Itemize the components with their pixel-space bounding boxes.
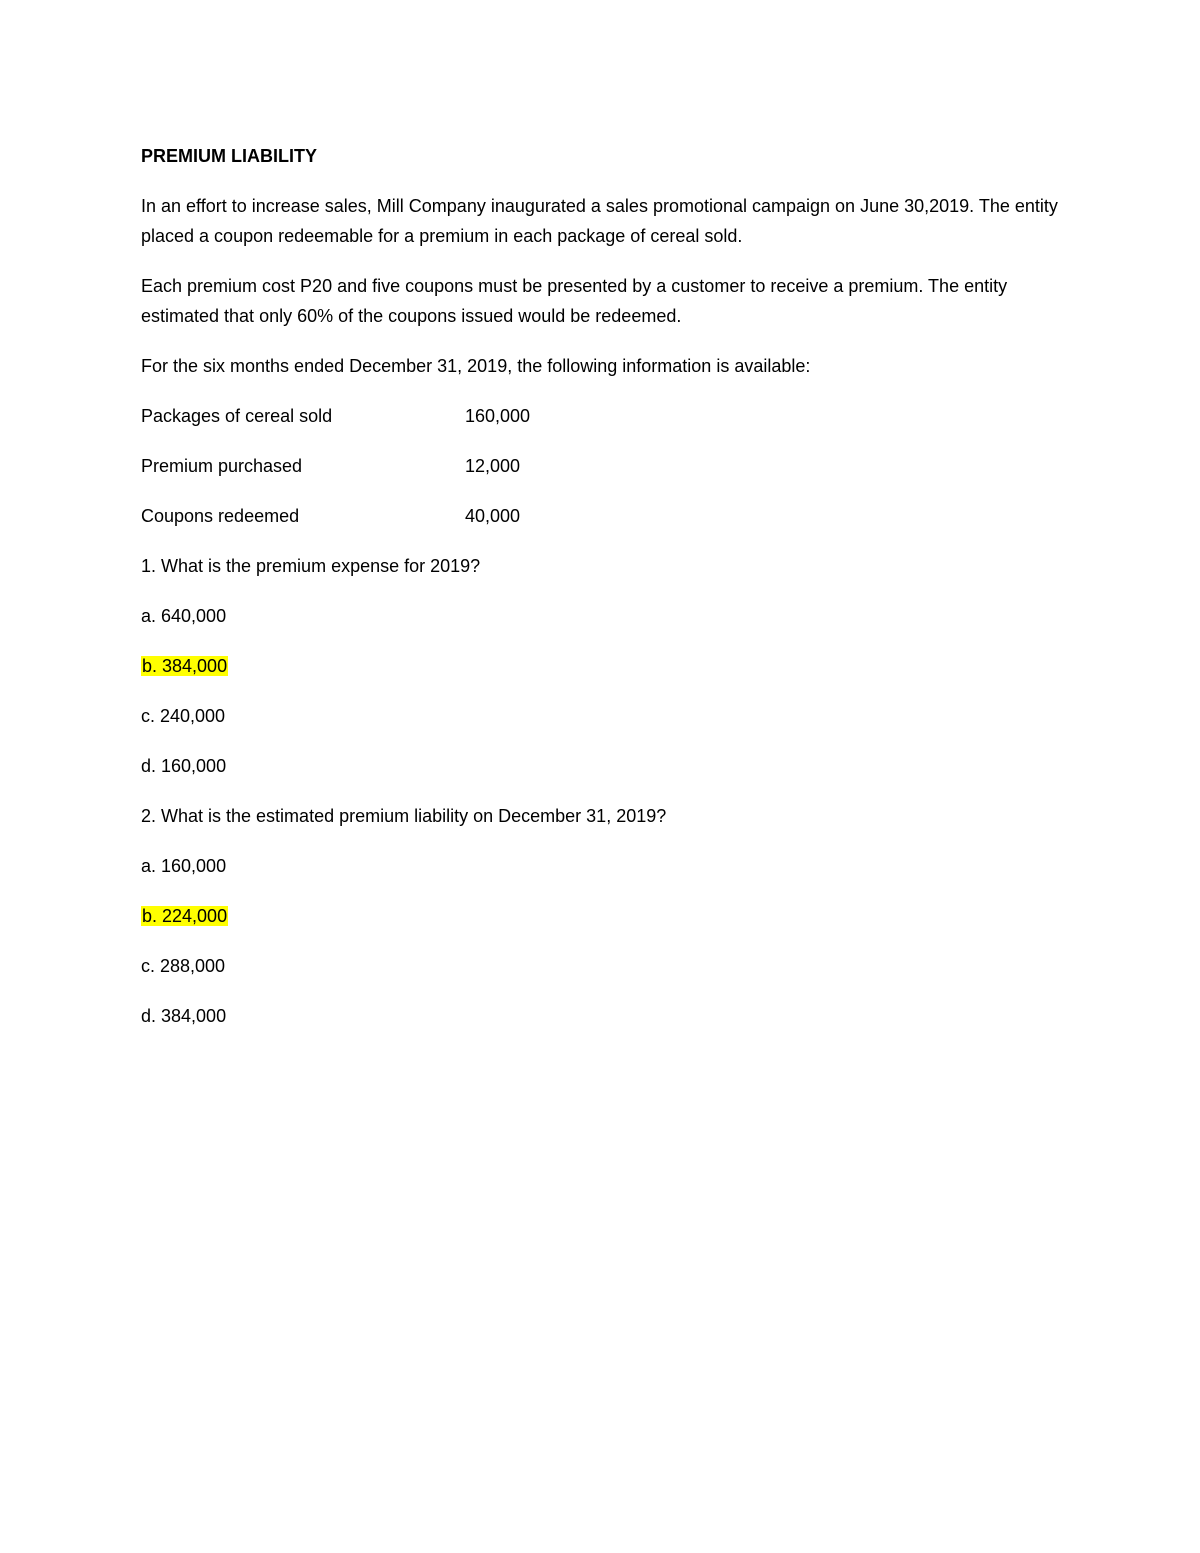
question-2-choice-a: [141, 851, 1061, 881]
information-lead-paragraph: For the six months ended December 31, 2019, the following information is available:: [141, 356, 811, 376]
choice-text: d. 160,000: [141, 756, 227, 776]
data-row-value: 40,000: [465, 506, 521, 526]
question-1-choice-c: [141, 701, 1061, 731]
data-row-value: 160,000: [465, 406, 531, 426]
data-row-label: Packages of cereal sold: [141, 406, 333, 426]
question-2: 2. What is the estimated premium liability on December 31, 2019?: [141, 806, 667, 826]
data-row-label: Premium purchased: [141, 456, 303, 476]
choice-text: a. 640,000: [141, 606, 227, 626]
data-row-packages: [141, 401, 1061, 431]
choice-text: c. 240,000: [141, 706, 226, 726]
choice-text: d. 384,000: [141, 1006, 227, 1026]
question-2-choice-d: [141, 1001, 1061, 1031]
data-row-premium-purchased: [141, 451, 1061, 481]
data-row-label: Coupons redeemed: [141, 506, 300, 526]
intro-paragraph: In an effort to increase sales, Mill Company inaugurated a sales promotional campaign on June 30,2019. The entity placed a coupon redeemable for a premium in each package of cereal sold.: [141, 196, 1058, 246]
question-1-choice-d: [141, 751, 1061, 781]
question-2-choice-c: [141, 951, 1061, 981]
highlighted-answer: b. 384,000: [142, 656, 228, 676]
question-1: 1. What is the premium expense for 2019?: [141, 556, 481, 576]
question-1-choice-a: [141, 601, 1061, 631]
choice-text: a. 160,000: [141, 856, 227, 876]
choice-text: c. 288,000: [141, 956, 226, 976]
document-body: [141, 141, 1061, 1051]
question-1-choice-b: [141, 651, 1061, 681]
document-title: PREMIUM LIABILITY: [141, 146, 317, 166]
question-2-choice-b: [141, 901, 1061, 931]
data-row-value: 12,000: [465, 456, 521, 476]
premium-terms-paragraph: Each premium cost P20 and five coupons must be presented by a customer to receive a premium. The entity estimated that only 60% of the coupons issued would be redeemed.: [141, 276, 1008, 326]
highlighted-answer: b. 224,000: [142, 906, 228, 926]
data-row-coupons-redeemed: [141, 501, 1061, 531]
